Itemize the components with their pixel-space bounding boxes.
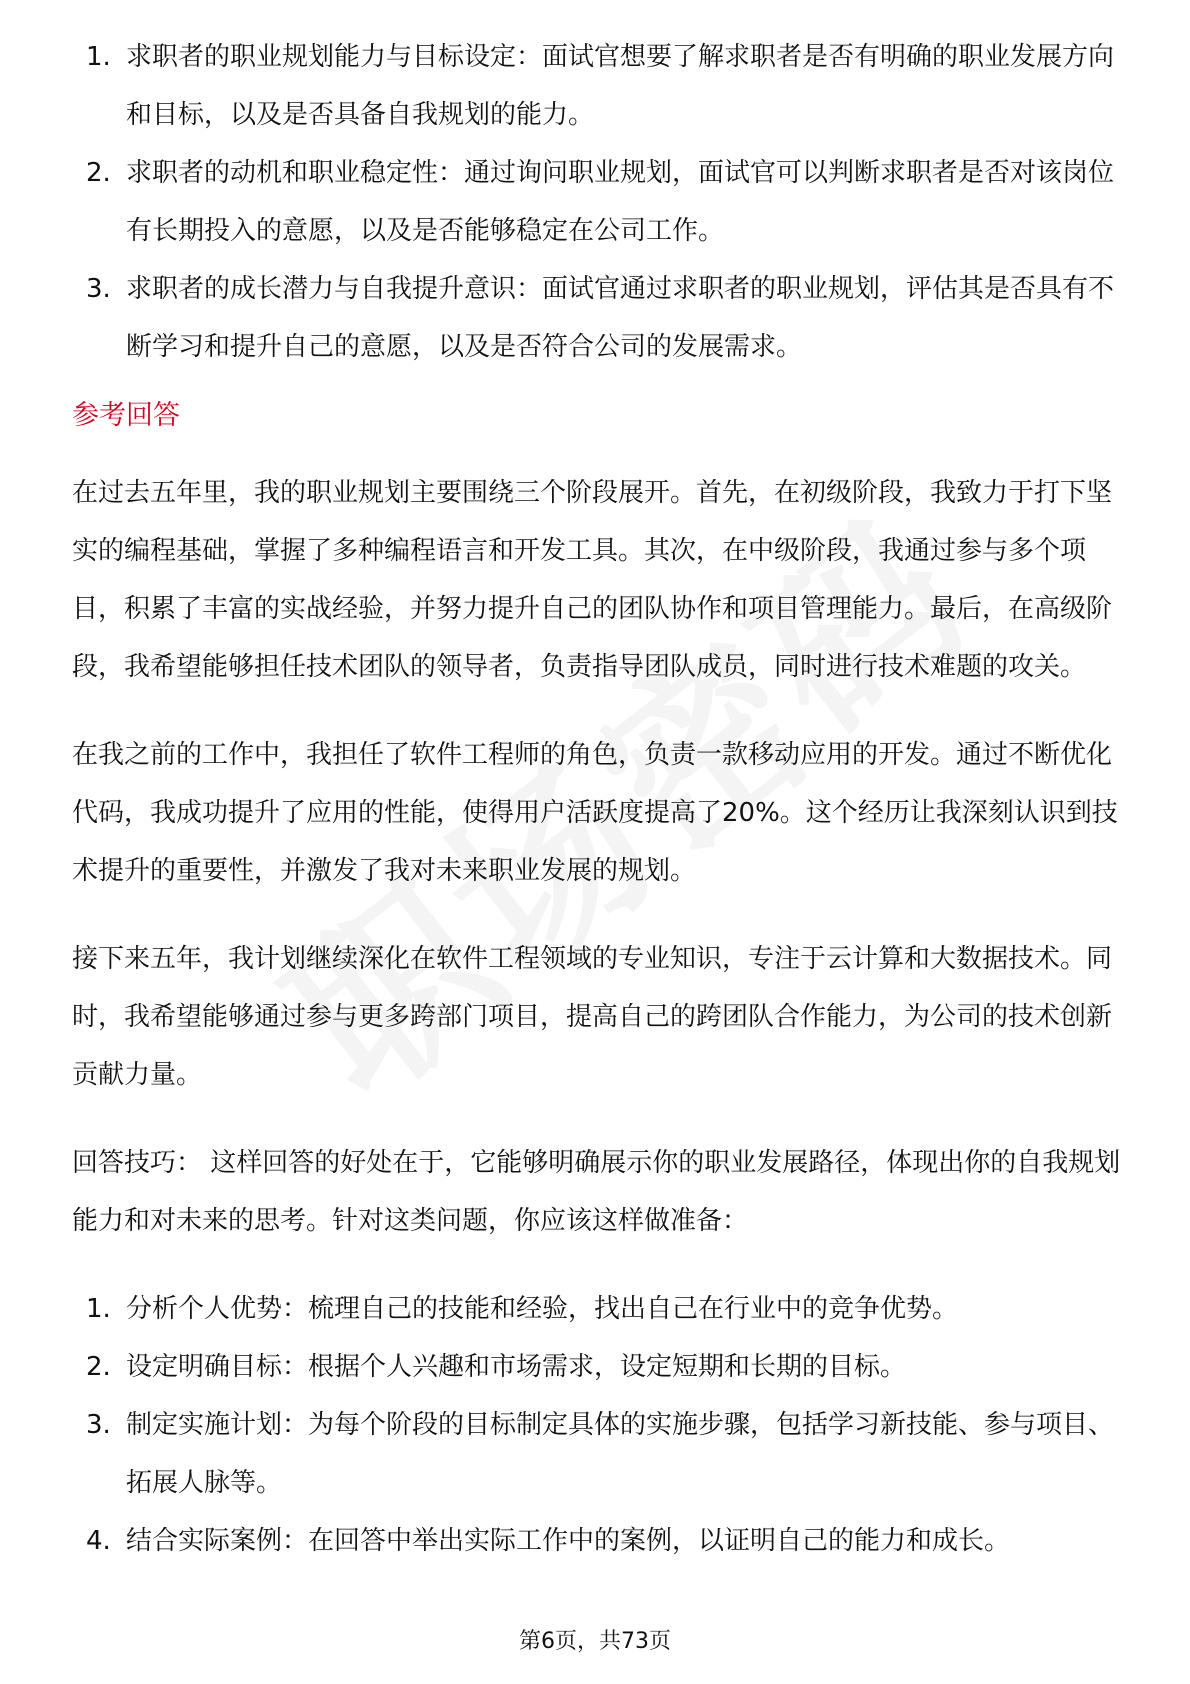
preparation-list: [72, 1280, 1122, 1570]
list-number: 1.: [86, 1294, 111, 1324]
list-number: 3.: [86, 274, 111, 304]
list-number: 2.: [86, 1352, 111, 1382]
list-item: [72, 1280, 1122, 1338]
list-text: 求职者的动机和职业稳定性：通过询问职业规划，面试官可以判断求职者是否对该岗位有长期投入的意愿，以及是否能够稳定在公司工作。: [126, 158, 1115, 246]
answer-paragraph: 在我之前的工作中，我担任了软件工程师的角色，负责一款移动应用的开发。通过不断优化代码，我成功提升了应用的性能，使得用户活跃度提高了20%。这个经历让我深刻认识到技术提升的重要性，并激发了我对未来职业发展的规划。: [72, 740, 1118, 886]
reference-answer-heading: 参考回答: [72, 400, 180, 431]
answer-paragraph: 接下来五年，我计划继续深化在软件工程领域的专业知识，专注于云计算和大数据技术。同时，我希望能够通过参与更多跨部门项目，提高自己的跨团队合作能力，为公司的技术创新贡献力量。: [72, 944, 1113, 1090]
list-item: [72, 260, 1122, 376]
criteria-list: [72, 28, 1122, 376]
list-number: 2.: [86, 158, 111, 188]
answer-tips: 回答技巧： 这样回答的好处在于，它能够明确展示你的职业发展路径，体现出你的自我规划能力和对未来的思考。针对这类问题，你应该这样做准备：: [72, 1148, 1121, 1236]
list-item: [72, 144, 1122, 260]
list-item: [72, 1338, 1122, 1396]
list-text: 求职者的职业规划能力与目标设定：面试官想要了解求职者是否有明确的职业发展方向和目标，以及是否具备自我规划的能力。: [126, 42, 1115, 130]
list-text: 分析个人优势：梳理自己的技能和经验，找出自己在行业中的竞争优势。: [126, 1294, 959, 1324]
list-item: [72, 28, 1122, 144]
list-text: 求职者的成长潜力与自我提升意识：面试官通过求职者的职业规划，评估其是否具有不断学习和提升自己的意愿，以及是否符合公司的发展需求。: [126, 274, 1115, 362]
page-content: [72, 28, 1122, 1570]
list-item: [72, 1396, 1122, 1512]
list-text: 设定明确目标：根据个人兴趣和市场需求，设定短期和长期的目标。: [126, 1352, 907, 1382]
list-text: 制定实施计划：为每个阶段的目标制定具体的实施步骤，包括学习新技能、参与项目、拓展人脉等。: [126, 1410, 1115, 1498]
answer-paragraph: 在过去五年里，我的职业规划主要围绕三个阶段展开。首先，在初级阶段，我致力于打下坚实的编程基础，掌握了多种编程语言和开发工具。其次，在中级阶段，我通过参与多个项目，积累了丰富的实战经验，并努力提升自己的团队协作和项目管理能力。最后，在高级阶段，我希望能够担任技术团队的领导者，负责指导团队成员，同时进行技术难题的攻关。: [72, 478, 1113, 682]
list-item: [72, 1512, 1122, 1570]
list-text: 结合实际案例：在回答中举出实际工作中的案例，以证明自己的能力和成长。: [126, 1526, 1011, 1556]
list-number: 4.: [86, 1526, 111, 1556]
list-number: 3.: [86, 1410, 111, 1440]
page-footer: 第6页，共73页: [519, 1629, 671, 1654]
list-number: 1.: [86, 42, 111, 72]
